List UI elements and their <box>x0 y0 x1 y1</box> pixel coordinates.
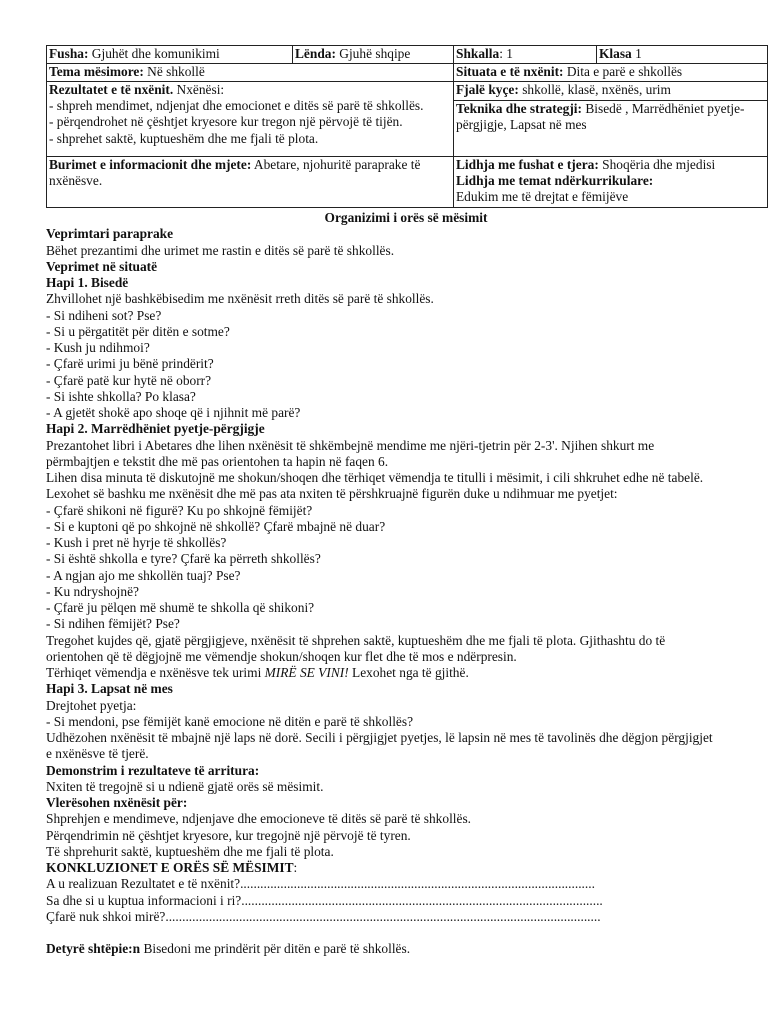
hapi2-greeting-line <box>46 665 766 681</box>
rezultatet-cell <box>47 82 454 157</box>
hapi2-question: - Çfarë shikoni në figurë? Ku po shkojnë fëmijët? <box>46 502 313 518</box>
teknika-value: Bisedë , Marrëdhëniet pyetje-përgjigje, Lapsat në mes <box>456 101 745 133</box>
fusha-label: Fusha: <box>49 46 89 61</box>
situata-cell <box>454 64 768 82</box>
vleresim-item: Shprehjen e mendimeve, ndjenjave dhe emocioneve të ditës së parë të shkollës. <box>46 811 472 827</box>
hapi2-question: - Si e kuptoni që po shkojnë në shkollë? Çfarë mbajnë në duar? <box>46 518 386 534</box>
konkluzionet-item: Sa dhe si u kuptua informacioni i ri?............................................................................................................ <box>46 892 603 908</box>
hapi2-question: - Ku ndryshojnë? <box>46 583 139 599</box>
detyre-label: Detyrë shtëpie:n <box>46 941 141 956</box>
hapi2-title: Hapi 2. Marrëdhëniet pyetje-përgjigje <box>46 421 265 437</box>
hapi2-paragraph: Tregohet kujdes që, gjatë përgjigjeve, nxënësit të shprehen saktë, kuptueshëm dhe me fjali të plota. Gjithashtu do të <box>46 632 666 648</box>
konkluzionet-colon: : <box>293 860 298 875</box>
hapi3-title: Hapi 3. Lapsat në mes <box>46 681 173 697</box>
lidhja-fusha-value: Shoqëria dhe mjedisi <box>598 157 716 172</box>
teknika-label: Teknika dhe strategji: <box>456 101 582 116</box>
hapi2-paragraph: përmbajtjen e tekstit dhe më pas orientohen ta hapin në faqen 6. <box>46 453 389 469</box>
detyre-line <box>46 941 766 957</box>
hapi1-question: - Çfarë urimi ju bënë prindërit? <box>46 356 214 372</box>
vleresim-item: Përqendrimin në çështjet kryesore, kur tregojnë një përvojë të tyren. <box>46 827 411 843</box>
hapi2-paragraph: orientohen që të dëgjojnë me vëmendje shokun/shoqen kur flet dhe të mos e ndërpresin. <box>46 648 517 664</box>
shkalla-label: Shkalla <box>456 46 500 61</box>
fjale-value: shkollë, klasë, nxënës, urim <box>518 82 671 97</box>
konkluzionet-title: KONKLUZIONET E ORËS SË MËSIMIT <box>46 860 294 875</box>
konkluzionet-item: A u realizuan Rezultatet e të nxënit?.......................................................................................................... <box>46 876 595 892</box>
hapi1-title: Hapi 1. Bisedë <box>46 275 129 290</box>
demonstrim-title: Demonstrim i rezultateve të arritura: <box>46 762 260 778</box>
lidhja-fusha-label: Lidhja me fushat e tjera: <box>456 157 599 172</box>
spacer <box>46 925 766 941</box>
lidhja-temat-label: Lidhja me temat ndërkurrikulare: <box>456 173 654 189</box>
shkalla-cell <box>454 46 597 64</box>
fjale-cell <box>454 82 768 101</box>
fjale-label: Fjalë kyçe: <box>456 82 519 97</box>
hapi1-question: - Si u përgatitët për ditën e sotme? <box>46 323 230 339</box>
tema-cell <box>47 64 454 82</box>
klasa-label: Klasa <box>599 46 632 61</box>
klasa-cell <box>597 46 768 64</box>
hapi1-question: - Kush ju ndihmoi? <box>46 340 150 355</box>
hapi2-paragraph: Prezantohet libri i Abetares dhe lihen nxënësit të shkëmbejnë mendime me njëri-tjetrin për 2-3'. Njihen shkurt me <box>46 437 655 453</box>
fusha-value: Gjuhët dhe komunikimi <box>88 46 220 61</box>
hapi2-question: - Si është shkolla e tyre? Çfarë ka përreth shkollës? <box>46 551 321 567</box>
situata-label: Situata e të nxënit: <box>456 64 564 79</box>
demonstrim-text: Nxiten të tregojnë si u ndienë gjatë orës së mësimit. <box>46 778 324 794</box>
hapi2-paragraph: Lexohet së bashku me nxënësit dhe më pas ata nxiten të përshkruajnë figurën duke u ndihmuar me pyetjet: <box>46 486 618 502</box>
burimet-label: Burimet e informacionit dhe mjete: <box>49 157 252 172</box>
lenda-label: Lënda: <box>295 46 336 61</box>
veprimtari-text: Bëhet prezantimi dhe urimet me rastin e ditës së parë të shkollës. <box>46 242 395 258</box>
tema-value: Në shkollë <box>143 64 205 79</box>
konkluzionet-item: Çfarë nuk shkoi mirë?.................................................................................................................................. <box>46 908 601 924</box>
hapi1-question: - Çfarë patë kur hytë në oborr? <box>46 372 212 388</box>
hapi1-question: - Si ndiheni sot? Pse? <box>46 307 162 323</box>
hapi2-question: - Kush i pret në hyrje të shkollës? <box>46 535 227 550</box>
vleresim-item: Të shprehurit saktë, kuptueshëm dhe me fjali të plota. <box>46 843 334 859</box>
hapi3-question: - Si mendoni, pse fëmijët kanë emocione në ditën e parë të shkollës? <box>46 713 414 729</box>
greeting-italic: MIRË SE VINI! <box>264 665 349 680</box>
burimet-value: Abetare, njohuritë paraprake të nxënësve. <box>49 157 421 189</box>
hapi2-question: - Çfarë ju pëlqen më shumë te shkolla që shikoni? <box>46 600 315 615</box>
lesson-body <box>46 210 766 957</box>
rezultatet-item: - përqendrohet në çështjet kryesore kur tregon një përvojë të tijën. <box>49 114 403 130</box>
hapi1-question: - A gjetët shokë apo shoqe që i njihnit më parë? <box>46 405 301 420</box>
greeting-post: Lexohet nga të gjithë. <box>348 665 469 680</box>
rezultatet-item: - shpreh mendimet, ndjenjat dhe emocionet e ditës së parë të shkollës. <box>49 98 424 114</box>
organizimi-title: Organizimi i orës së mësimit <box>324 210 488 225</box>
fusha-cell <box>47 46 293 64</box>
rezultatet-item: - shprehet saktë, kuptueshëm dhe me fjali të plota. <box>49 130 319 146</box>
header-table <box>46 45 768 208</box>
detyre-text: Bisedoni me prindërit për ditën e parë të shkollës. <box>140 941 411 956</box>
veprimtari-title: Veprimtari paraprake <box>46 226 174 242</box>
klasa-value: 1 <box>631 46 642 61</box>
lenda-cell <box>293 46 454 64</box>
lidhja-cell <box>454 157 768 208</box>
hapi1-intro: Zhvillohet një bashkëbisedim me nxënësit rreth ditës së parë të shkollës. <box>46 291 434 307</box>
shkalla-value: : 1 <box>499 46 513 61</box>
situata-value: Dita e parë e shkollës <box>563 64 683 79</box>
lidhja-temat-value: Edukim me të drejtat e fëmijëve <box>456 189 629 205</box>
veprimet-title: Veprimet në situatë <box>46 258 158 274</box>
greeting-pre: Tërhiqet vëmendja e nxënësve tek urimi <box>46 665 265 680</box>
teknika-cell <box>454 101 768 157</box>
konkluzionet-heading <box>46 860 766 876</box>
tema-label: Tema mësimore: <box>49 64 144 79</box>
hapi3-text: Drejtohet pyetja: <box>46 697 137 713</box>
rezultatet-label: Rezultatet e të nxënit. <box>49 82 174 97</box>
lenda-value: Gjuhë shqipe <box>335 46 411 61</box>
hapi2-question: - A ngjan ajo me shkollën tuaj? Pse? <box>46 567 241 583</box>
hapi3-text: e nxënësve të tjerë. <box>46 746 149 762</box>
burimet-cell <box>47 157 454 208</box>
rezultatet-intro: Nxënësi: <box>173 82 225 97</box>
hapi1-question: - Si ishte shkolla? Po klasa? <box>46 388 196 404</box>
vleresim-title: Vlerësohen nxënësit për: <box>46 795 188 810</box>
hapi2-paragraph: Lihen disa minuta të diskutojnë me shokun/shoqen dhe tërhiqet vëmendja te titulli i mësimit, i cili shkruhet edhe në tabelë. <box>46 470 704 485</box>
hapi2-question: - Si ndihen fëmijët? Pse? <box>46 616 180 632</box>
hapi3-text: Udhëzohen nxënësit të mbajnë një laps në dorë. Secili i përgjigjet pyetjes, lë lapsin në mes të tavolinës dhe dëgjon përgjigjet <box>46 730 713 745</box>
lesson-plan-page <box>46 45 766 957</box>
